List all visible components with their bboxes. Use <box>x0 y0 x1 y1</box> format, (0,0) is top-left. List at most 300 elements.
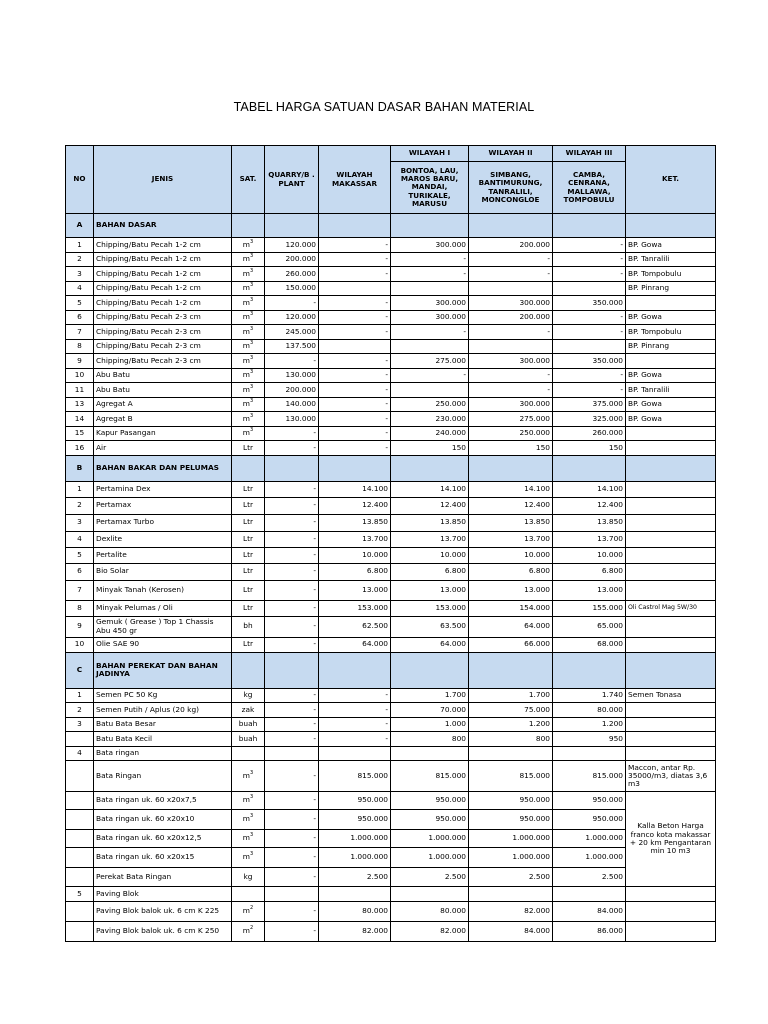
cell-makassar-text: 1.000.000 <box>350 833 388 843</box>
cell-no-text: 3 <box>77 719 82 729</box>
cell-no-text: 1 <box>77 690 82 700</box>
cell-wilayah-2-text: 815.000 <box>519 770 550 780</box>
cell-jenis <box>94 481 232 497</box>
cell-quarry <box>265 688 319 703</box>
cell-wilayah-1-text: 63.500 <box>440 621 466 631</box>
cell-wilayah-1 <box>391 830 469 848</box>
cell-ket <box>626 616 716 637</box>
section-blank <box>626 455 716 481</box>
cell-no <box>66 281 94 296</box>
cell-wilayah-1-text: 80.000 <box>440 906 466 916</box>
cell-makassar <box>319 514 391 531</box>
cell-jenis-text: Chipping/Batu Pecah 1-2 cm <box>96 268 201 278</box>
cell-blank <box>626 887 716 902</box>
cell-no <box>66 688 94 703</box>
cell-no-text: 4 <box>77 748 82 758</box>
cell-wilayah-2 <box>469 310 553 325</box>
cell-no-text: 9 <box>77 355 82 365</box>
cell-wilayah-1 <box>391 368 469 383</box>
cell-wilayah-3 <box>553 514 626 531</box>
cell-wilayah-2-text: 1.700 <box>528 690 550 700</box>
cell-ket-text: BP. Pinrang <box>628 283 670 293</box>
table-row <box>66 600 716 616</box>
cell-jenis-text: Chipping/Batu Pecah 2-3 cm <box>96 312 201 322</box>
header-row <box>66 146 716 162</box>
cell-no <box>66 761 94 792</box>
unit-superscript: 3 <box>250 851 254 858</box>
cell-wilayah-1-text: - <box>463 254 466 264</box>
cell-wilayah-2-text: 66.000 <box>524 639 550 649</box>
table-row <box>66 732 716 747</box>
table-row <box>66 383 716 398</box>
cell-quarry-text: - <box>313 442 316 452</box>
cell-quarry-text: - <box>313 852 316 862</box>
table-row <box>66 547 716 563</box>
cell-jenis-text: Chipping/Batu Pecah 1-2 cm <box>96 297 201 307</box>
cell-blank <box>232 887 265 902</box>
section-title <box>94 455 232 481</box>
cell-makassar-text: 64.000 <box>362 639 388 649</box>
cell-jenis-text: Bata ringan uk. 60 x20x15 <box>96 852 195 862</box>
cell-wilayah-2 <box>469 717 553 732</box>
cell-wilayah-1 <box>391 902 469 922</box>
cell-makassar-text: - <box>385 690 388 700</box>
table-row <box>66 296 716 311</box>
cell-quarry <box>265 497 319 514</box>
cell-quarry <box>265 746 319 761</box>
cell-quarry <box>265 792 319 810</box>
cell-wilayah-2-text: 200.000 <box>519 239 550 249</box>
cell-quarry <box>265 703 319 718</box>
table-row <box>66 339 716 354</box>
cell-wilayah-1 <box>391 497 469 514</box>
cell-wilayah-1 <box>391 563 469 580</box>
cell-jenis <box>94 383 232 398</box>
section-blank <box>319 455 391 481</box>
cell-ket <box>626 339 716 354</box>
cell-no-text: 8 <box>77 341 82 351</box>
header-quarry: QUARRY/B . PLANT <box>265 146 319 214</box>
cell-wilayah-1-text: 150 <box>451 442 466 452</box>
cell-wilayah-3-text: 1.740 <box>601 690 623 700</box>
cell-jenis <box>94 616 232 637</box>
cell-ket <box>626 441 716 456</box>
cell-jenis <box>94 267 232 282</box>
cell-wilayah-1-text: 240.000 <box>435 428 466 438</box>
cell-no-text: 2 <box>77 254 82 264</box>
cell-no <box>66 732 94 747</box>
cell-ket-kalla-text: Kalla Beton Harga franco kota makassar + 20 km Pengantaran min 10 m3 <box>629 821 712 856</box>
cell-wilayah-2-text: 154.000 <box>519 602 550 612</box>
cell-no-text: 16 <box>74 442 85 452</box>
cell-makassar-text: 62.500 <box>362 621 388 631</box>
table-row <box>66 238 716 253</box>
cell-sat-text: m <box>242 370 250 380</box>
section-no-text: A <box>76 220 83 230</box>
cell-blank <box>391 887 469 902</box>
cell-wilayah-3-text: 13.700 <box>597 533 623 543</box>
table-row <box>66 531 716 547</box>
cell-wilayah-3-text: - <box>620 326 623 336</box>
cell-jenis <box>94 830 232 848</box>
cell-wilayah-2 <box>469 412 553 427</box>
cell-wilayah-2-text: 2.500 <box>528 871 550 881</box>
cell-wilayah-2 <box>469 531 553 547</box>
cell-no <box>66 717 94 732</box>
cell-wilayah-1-text: 10.000 <box>440 549 466 559</box>
cell-no <box>66 339 94 354</box>
cell-wilayah-2 <box>469 868 553 887</box>
cell-wilayah-2 <box>469 637 553 652</box>
cell-wilayah-2-text: 150 <box>535 442 550 452</box>
cell-makassar <box>319 412 391 427</box>
cell-jenis-text: Pertalite <box>96 549 127 559</box>
cell-sat-text: Ltr <box>242 584 254 594</box>
cell-sat-text: m <box>242 906 250 916</box>
cell-sat-text: Ltr <box>242 639 254 649</box>
cell-wilayah-2 <box>469 296 553 311</box>
header-makassar: WILAYAH MAKASSAR <box>319 146 391 214</box>
cell-makassar-text: 950.000 <box>357 814 388 824</box>
cell-wilayah-2 <box>469 761 553 792</box>
cell-wilayah-2-text: 950.000 <box>519 814 550 824</box>
cell-no-text: 14 <box>74 413 85 423</box>
cell-wilayah-2-text: 300.000 <box>519 399 550 409</box>
cell-jenis-text: Bata ringan uk. 60 x20x12,5 <box>96 833 202 843</box>
cell-wilayah-3-text: 10.000 <box>597 549 623 559</box>
cell-makassar-text: - <box>385 239 388 249</box>
cell-wilayah-2-text: - <box>547 384 550 394</box>
unit-superscript: 3 <box>250 267 254 274</box>
cell-wilayah-2 <box>469 325 553 340</box>
table-row <box>66 616 716 637</box>
cell-ket <box>626 412 716 427</box>
section-blank <box>265 214 319 238</box>
cell-quarry <box>265 310 319 325</box>
cell-wilayah-2 <box>469 441 553 456</box>
table-row <box>66 412 716 427</box>
cell-sat-text: m <box>242 770 250 780</box>
cell-sat <box>232 412 265 427</box>
cell-wilayah-1 <box>391 792 469 810</box>
cell-sat <box>232 397 265 412</box>
cell-quarry <box>265 397 319 412</box>
cell-jenis-text: Kapur Pasangan <box>96 428 156 438</box>
cell-quarry-text: - <box>313 297 316 307</box>
cell-sat-text: bh <box>243 621 253 631</box>
cell-wilayah-1-text: 1.000.000 <box>428 852 466 862</box>
cell-no <box>66 267 94 282</box>
cell-quarry <box>265 325 319 340</box>
cell-ket <box>626 383 716 398</box>
cell-ket <box>626 531 716 547</box>
cell-wilayah-3 <box>553 717 626 732</box>
cell-sat-text: kg <box>243 871 253 881</box>
cell-sat <box>232 325 265 340</box>
cell-sat-text: m <box>242 341 250 351</box>
cell-wilayah-3 <box>553 902 626 922</box>
cell-wilayah-2-text: - <box>547 326 550 336</box>
cell-wilayah-3-text: 260.000 <box>592 428 623 438</box>
cell-jenis-text: Abu Batu <box>96 370 130 380</box>
cell-quarry <box>265 732 319 747</box>
cell-sat-text: m <box>242 355 250 365</box>
cell-wilayah-1 <box>391 325 469 340</box>
cell-no <box>66 902 94 922</box>
cell-jenis-text: Bata Ringan <box>96 770 142 780</box>
table-row <box>66 902 716 922</box>
cell-jenis <box>94 848 232 868</box>
cell-sat-text: Ltr <box>242 483 254 493</box>
cell-jenis <box>94 600 232 616</box>
cell-no <box>66 238 94 253</box>
section-blank <box>319 214 391 238</box>
cell-makassar-text: 153.000 <box>357 602 388 612</box>
cell-makassar-text: 13.700 <box>362 533 388 543</box>
cell-ket-text: BP. Tompobulu <box>628 326 682 336</box>
cell-wilayah-3-text: 375.000 <box>592 399 623 409</box>
cell-quarry-text: 120.000 <box>285 239 316 249</box>
cell-sat <box>232 902 265 922</box>
cell-quarry <box>265 761 319 792</box>
cell-wilayah-1 <box>391 339 469 354</box>
unit-superscript: 2 <box>250 925 254 932</box>
header-w3: WILAYAH III <box>553 146 626 162</box>
cell-no-text: 13 <box>74 399 85 409</box>
cell-no <box>66 296 94 311</box>
cell-quarry-text: - <box>313 549 316 559</box>
cell-wilayah-3 <box>553 746 626 761</box>
cell-jenis-text: Chipping/Batu Pecah 1-2 cm <box>96 239 201 249</box>
cell-ket <box>626 238 716 253</box>
section-blank <box>553 455 626 481</box>
section-title <box>94 652 232 688</box>
cell-ket <box>626 703 716 718</box>
cell-wilayah-3 <box>553 922 626 942</box>
table-row <box>66 481 716 497</box>
cell-wilayah-2-text: 75.000 <box>524 704 550 714</box>
cell-sat-text: Ltr <box>242 566 254 576</box>
cell-wilayah-1-text: 250.000 <box>435 399 466 409</box>
cell-jenis <box>94 580 232 600</box>
unit-superscript: 3 <box>250 412 254 419</box>
cell-makassar <box>319 238 391 253</box>
cell-jenis <box>94 412 232 427</box>
unit-superscript: 3 <box>250 238 254 245</box>
cell-makassar-text: - <box>385 370 388 380</box>
cell-wilayah-2-text: - <box>547 268 550 278</box>
cell-quarry-text: - <box>313 704 316 714</box>
section-row-c <box>66 652 716 688</box>
cell-wilayah-1-text: 1.000.000 <box>428 833 466 843</box>
cell-wilayah-1-text: 300.000 <box>435 239 466 249</box>
cell-quarry <box>265 637 319 652</box>
cell-jenis-text: Dexlite <box>96 533 123 543</box>
cell-ket-text: BP. Gowa <box>628 370 662 380</box>
cell-makassar <box>319 563 391 580</box>
cell-sat <box>232 792 265 810</box>
cell-sat-text: Ltr <box>242 442 254 452</box>
cell-ket <box>626 732 716 747</box>
cell-ket <box>626 397 716 412</box>
cell-makassar <box>319 325 391 340</box>
cell-sat <box>232 580 265 600</box>
cell-jenis-text: Pertamina Dex <box>96 483 151 493</box>
cell-wilayah-3-text: 6.800 <box>601 566 623 576</box>
cell-sat <box>232 426 265 441</box>
cell-no <box>66 580 94 600</box>
table-row <box>66 746 716 761</box>
cell-wilayah-1 <box>391 397 469 412</box>
table-row <box>66 703 716 718</box>
cell-jenis <box>94 397 232 412</box>
cell-wilayah-2-text: 250.000 <box>519 428 550 438</box>
cell-quarry <box>265 267 319 282</box>
cell-wilayah-2-text: 800 <box>535 733 550 743</box>
section-blank <box>391 455 469 481</box>
cell-jenis <box>94 810 232 830</box>
cell-wilayah-2-text: 6.800 <box>528 566 550 576</box>
cell-wilayah-1 <box>391 383 469 398</box>
cell-makassar-text: - <box>385 399 388 409</box>
cell-jenis-text: Bata ringan uk. 60 x20x10 <box>96 814 195 824</box>
cell-wilayah-1-text: 950.000 <box>435 814 466 824</box>
cell-wilayah-2 <box>469 252 553 267</box>
unit-superscript: 3 <box>250 832 254 839</box>
section-no <box>66 455 94 481</box>
cell-ket <box>626 267 716 282</box>
cell-blank <box>469 887 553 902</box>
cell-makassar <box>319 868 391 887</box>
cell-jenis <box>94 547 232 563</box>
cell-jenis <box>94 426 232 441</box>
cell-wilayah-3-text: 68.000 <box>597 639 623 649</box>
cell-makassar <box>319 281 391 296</box>
cell-ket-text: BP. Tompobulu <box>628 268 682 278</box>
cell-quarry <box>265 810 319 830</box>
cell-wilayah-3-text: 12.400 <box>597 500 623 510</box>
cell-no-text: 1 <box>77 239 82 249</box>
cell-sat <box>232 717 265 732</box>
cell-makassar <box>319 441 391 456</box>
page-title: TABEL HARGA SATUAN DASAR BAHAN MATERIAL <box>233 100 535 114</box>
cell-jenis <box>94 717 232 732</box>
cell-quarry <box>265 902 319 922</box>
cell-quarry <box>265 848 319 868</box>
cell-no-text: 15 <box>74 428 85 438</box>
cell-wilayah-2 <box>469 547 553 563</box>
cell-makassar <box>319 717 391 732</box>
cell-wilayah-2 <box>469 497 553 514</box>
cell-no-text: 1 <box>77 483 82 493</box>
cell-wilayah-3-text: 950.000 <box>592 814 623 824</box>
unit-superscript: 2 <box>250 905 254 912</box>
cell-wilayah-1-text: 82.000 <box>440 926 466 936</box>
cell-quarry <box>265 281 319 296</box>
cell-ket <box>626 325 716 340</box>
cell-quarry <box>265 238 319 253</box>
cell-wilayah-2-text: 300.000 <box>519 297 550 307</box>
cell-sat-text: m <box>242 795 250 805</box>
cell-wilayah-3-text: - <box>620 239 623 249</box>
cell-sat-text: Ltr <box>242 517 254 527</box>
cell-wilayah-1-text: 70.000 <box>440 704 466 714</box>
cell-no <box>66 497 94 514</box>
cell-wilayah-2-text: 200.000 <box>519 312 550 322</box>
cell-wilayah-1-text: 13.000 <box>440 584 466 594</box>
cell-quarry-text: - <box>313 871 316 881</box>
cell-wilayah-2-text: - <box>547 254 550 264</box>
cell-wilayah-3 <box>553 761 626 792</box>
table-row <box>66 688 716 703</box>
cell-no <box>66 868 94 887</box>
cell-wilayah-3 <box>553 481 626 497</box>
cell-makassar <box>319 637 391 652</box>
cell-jenis-text: Paving Blok balok uk. 6 cm K 225 <box>96 906 220 916</box>
cell-makassar <box>319 732 391 747</box>
cell-ket-kalla <box>626 792 716 887</box>
table-row <box>66 868 716 887</box>
cell-makassar-text: - <box>385 326 388 336</box>
cell-sat <box>232 732 265 747</box>
cell-makassar-text: - <box>385 268 388 278</box>
cell-sat <box>232 547 265 563</box>
cell-jenis <box>94 868 232 887</box>
cell-makassar <box>319 761 391 792</box>
cell-makassar <box>319 383 391 398</box>
cell-wilayah-1-text: 6.800 <box>444 566 466 576</box>
cell-wilayah-1 <box>391 514 469 531</box>
cell-ket <box>626 514 716 531</box>
cell-sat-text: m <box>242 852 250 862</box>
cell-wilayah-2-text: 13.700 <box>524 533 550 543</box>
cell-quarry <box>265 368 319 383</box>
unit-superscript: 3 <box>250 369 254 376</box>
cell-wilayah-3 <box>553 848 626 868</box>
cell-wilayah-1-text: 800 <box>451 733 466 743</box>
cell-jenis <box>94 441 232 456</box>
cell-wilayah-1-text: 275.000 <box>435 355 466 365</box>
cell-makassar <box>319 746 391 761</box>
cell-wilayah-3-text: 325.000 <box>592 413 623 423</box>
cell-ket <box>626 600 716 616</box>
cell-wilayah-2 <box>469 383 553 398</box>
cell-quarry <box>265 514 319 531</box>
cell-jenis-text: Chipping/Batu Pecah 2-3 cm <box>96 326 201 336</box>
cell-makassar-text: 12.400 <box>362 500 388 510</box>
cell-ket <box>626 310 716 325</box>
cell-wilayah-2 <box>469 281 553 296</box>
cell-makassar-text: - <box>385 413 388 423</box>
cell-wilayah-3 <box>553 325 626 340</box>
cell-jenis-text: Gemuk ( Grease ) Top 1 Chassis Abu 450 gr <box>96 617 214 635</box>
cell-jenis <box>94 310 232 325</box>
cell-wilayah-1 <box>391 703 469 718</box>
section-no <box>66 652 94 688</box>
cell-quarry-text: 200.000 <box>285 384 316 394</box>
table-row <box>66 325 716 340</box>
cell-quarry-text: - <box>313 814 316 824</box>
cell-sat-text: zak <box>241 704 255 714</box>
cell-ket <box>626 281 716 296</box>
cell-jenis <box>94 531 232 547</box>
cell-quarry <box>265 580 319 600</box>
cell-makassar-text: 2.500 <box>366 871 388 881</box>
section-title-text: BAHAN BAKAR DAN PELUMAS <box>96 462 220 472</box>
cell-ket-text: BP. Gowa <box>628 239 662 249</box>
cell-sat-text: Ltr <box>242 533 254 543</box>
cell-wilayah-1 <box>391 717 469 732</box>
